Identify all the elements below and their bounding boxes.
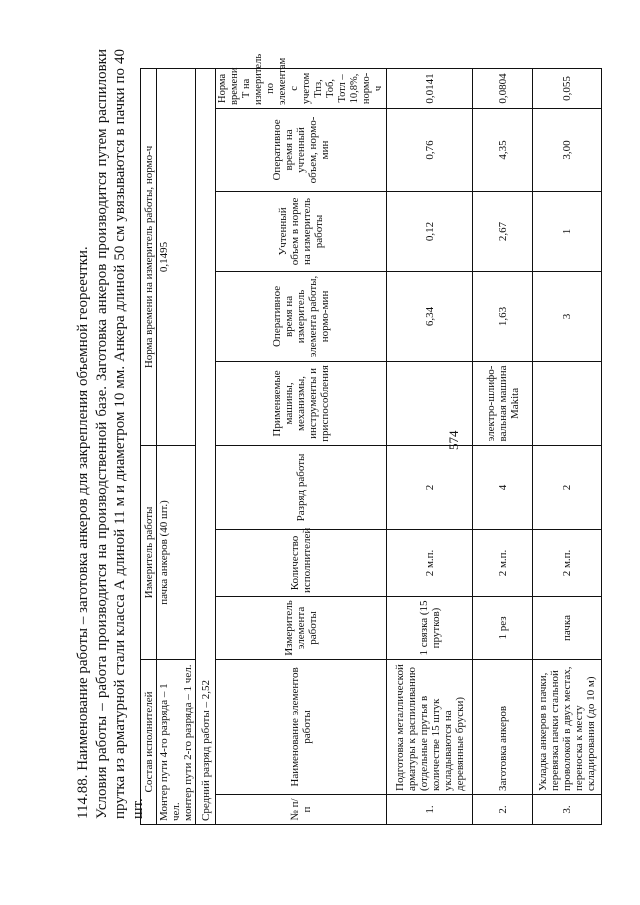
section-heading: 114.88. Наименование работы – заготовка анкеров для закрепления объемной геореечтки. (75, 246, 91, 819)
row-num: 2. (473, 795, 533, 825)
col-name-header: Наименование элементов работы (216, 659, 387, 794)
table-row (387, 68, 473, 824)
row-optime: 1,63 (473, 271, 533, 361)
row-optime-volume: 0,76 (387, 108, 473, 191)
norm-table (140, 53, 602, 825)
col-grade-header: Разряд работы (216, 445, 387, 529)
row-grade: 2 (387, 445, 473, 529)
row-num: 1. (387, 795, 473, 825)
col-num-header: № п/п (216, 795, 387, 825)
row-executors: 2 м.п. (473, 529, 533, 596)
col-optime-header: Оперативное время на измеритель элемента работы, нормо-мин (216, 271, 387, 361)
row-tools (387, 361, 473, 445)
row-volume: 0,12 (387, 191, 473, 271)
row-num: 3. (533, 795, 602, 825)
col-normtime-header: Норма времени Т на измеритель по элементам с учетом Тпз, Тоб, Тотл – 10,8%, нормо-ч (216, 68, 387, 108)
page-number: 574 (446, 430, 461, 450)
meter-header: Измеритель работы (141, 445, 157, 659)
table-row (473, 68, 533, 824)
meter-value: пачка анкеров (40 шт.) (157, 445, 196, 659)
row-name: Подготовка металлической арматуры к распиливанию (отдельные прутья в количестве 15 штук укладываются на деревянные бруски) (387, 659, 473, 794)
row-executors: 2 м.п. (533, 529, 602, 596)
row-name: Заготовка анкеров (473, 659, 533, 794)
col-tools-header: Применяемые машины, механизмы, инструменты и приспособления (216, 361, 387, 445)
row-optime: 3 (533, 271, 602, 361)
norm-header: Норма времени на измеритель работы, нормо-ч (141, 68, 157, 445)
row-normtime: 0,055 (533, 68, 602, 108)
norm-total: 0,1495 (157, 68, 196, 445)
table-row (533, 68, 602, 824)
row-tools (533, 361, 602, 445)
team-line-2: монтер пути 2-го разряда – 1 чел. (182, 664, 194, 821)
row-tools: электро-шлифо-вальная машина Makita (473, 361, 533, 445)
row-unit: пачка (533, 596, 602, 659)
row-grade: 4 (473, 445, 533, 529)
row-optime: 6,34 (387, 271, 473, 361)
work-conditions: Условия работы – работа производится на производственной базе. Заготовка анкеров производится путем распиловки прутка из арматурной стали класса А длиной 11 м и диаметром 10 мм. Анкера длиной 50 см увязываются в пачки по 40 шт. (94, 49, 146, 819)
row-optime-volume: 4,35 (473, 108, 533, 191)
col-executors-header: Количество исполнителей (216, 529, 387, 596)
row-unit: 1 связка (15 прутков) (387, 596, 473, 659)
row-optime-volume: 3,00 (533, 108, 602, 191)
row-normtime: 0,0804 (473, 68, 533, 108)
team-composition (157, 659, 196, 824)
row-unit: 1 рез (473, 596, 533, 659)
col-volume-header: Учтенный объем в норме на измеритель работы (216, 191, 387, 271)
row-executors: 2 м.п. (387, 529, 473, 596)
row-volume: 2,67 (473, 191, 533, 271)
team-header: Состав исполнителей (141, 659, 157, 824)
row-volume: 1 (533, 191, 602, 271)
row-grade: 2 (533, 445, 602, 529)
team-line-1: Монтер пути 4-го разряда – 1 чел. (158, 683, 182, 821)
average-grade: Средний разряд работы – 2,52 (196, 68, 216, 824)
row-normtime: 0,0141 (387, 68, 473, 108)
col-unit-header: Измеритель элемента работы (216, 596, 387, 659)
col-optime-volume-header: Оперативное время на учтенный объем, нормо-мин (216, 108, 387, 191)
row-name: Укладка анкеров в пачки, перевязка пачки стальной проволокой в двух местах, переноска к месту складирования (до 10 м) (533, 659, 602, 794)
